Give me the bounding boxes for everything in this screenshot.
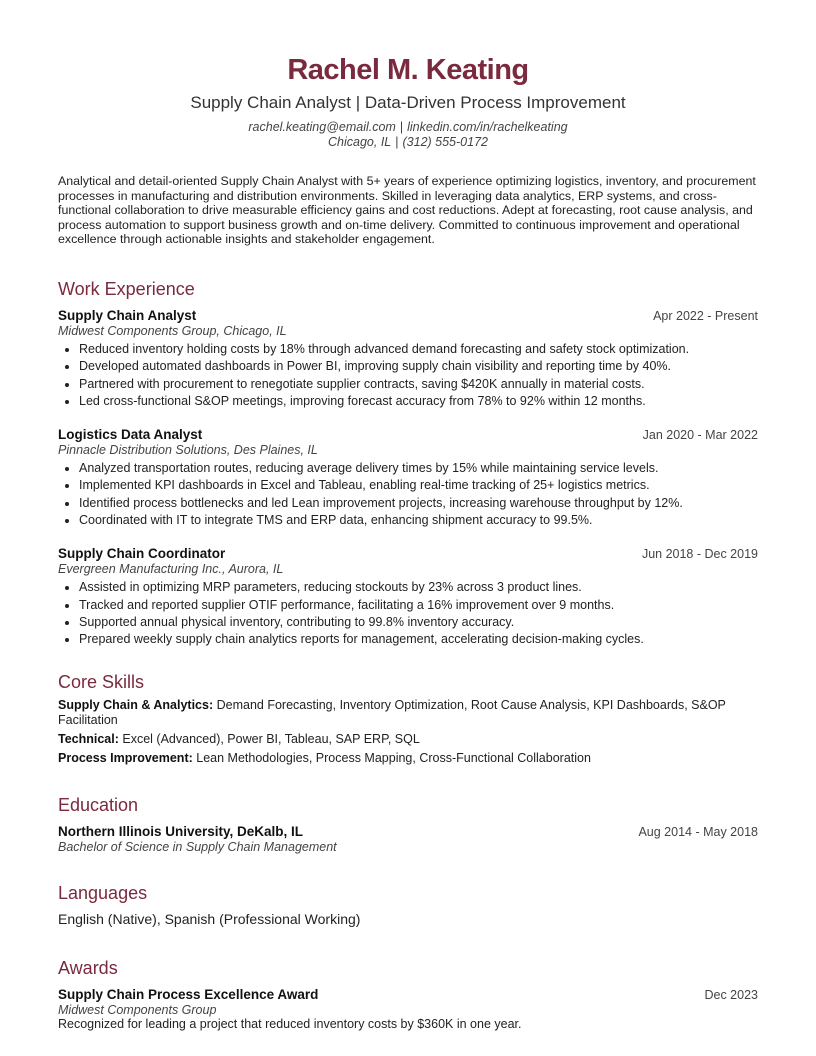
job-organization: Evergreen Manufacturing Inc., Aurora, IL <box>58 562 284 577</box>
skill-label: Process Improvement: <box>58 750 193 765</box>
contact-separator: | <box>399 120 404 134</box>
bullet-item: • Assisted in optimizing MRP parameters, reducing stockouts by 23% across 3 product lines. <box>79 579 758 596</box>
job-bullets <box>58 341 758 410</box>
job-dates: Jun 2018 - Dec 2019 <box>641 547 758 562</box>
bullet-item: • Implemented KPI dashboards in Excel and Tableau, enabling real-time tracking of 25+ logistics metrics. <box>79 477 758 494</box>
job-title: Logistics Data Analyst <box>58 427 203 443</box>
degree: Bachelor of Science in Supply Chain Management <box>58 839 337 854</box>
job-entry <box>58 546 758 648</box>
job-dates: Apr 2022 - Present <box>653 308 758 323</box>
award-entry <box>58 987 758 1031</box>
bullet-item: • Partnered with procurement to renegotiate supplier contracts, saving $420K annually in material costs. <box>79 376 758 393</box>
skill-row <box>58 698 758 728</box>
job-organization: Midwest Components Group, Chicago, IL <box>58 323 287 338</box>
award-title: Supply Chain Process Excellence Award <box>58 986 319 1002</box>
headline: Supply Chain Analyst | Data-Driven Process Improvement <box>190 93 626 112</box>
bullet-item: • Developed automated dashboards in Power BI, improving supply chain visibility and reporting time by 40%. <box>79 358 758 375</box>
candidate-name: Rachel M. Keating <box>287 54 529 86</box>
skills-list <box>58 698 758 766</box>
job-bullets <box>58 460 758 529</box>
skill-row <box>58 732 758 747</box>
job-organization: Pinnacle Distribution Solutions, Des Plaines, IL <box>58 443 318 458</box>
bullet-item: • Coordinated with IT to integrate TMS and ERP data, enhancing shipment accuracy to 99.5%. <box>79 512 758 529</box>
job-bullets <box>58 579 758 648</box>
linkedin-link[interactable]: linkedin.com/in/rachelkeating <box>407 120 568 134</box>
bullet-item: • Prepared weekly supply chain analytics reports for management, accelerating decision-making cycles. <box>79 631 758 648</box>
education-dates: Aug 2014 - May 2018 <box>638 824 758 839</box>
summary-paragraph: Analytical and detail-oriented Supply Chain Analyst with 5+ years of experience optimizing logistics, inventory, and procurement processes in manufacturing and distribution environments. Skilled in leveraging data analytics, ERP systems, and cross-functional collaboration to drive measurable efficiency gains and cost reductions. Adept at forecasting, root cause analysis, and process automation to support business growth and on-time delivery. Committed to continuous improvement and operational excellence through actionable insights and stakeholder engagement. <box>58 174 756 247</box>
skill-row <box>58 751 758 766</box>
contact-separator: | <box>395 135 399 149</box>
skill-label: Supply Chain & Analytics: <box>58 697 214 712</box>
section-title-awards: Awards <box>58 957 118 978</box>
skill-value: Lean Methodologies, Process Mapping, Cross-Functional Collaboration <box>196 750 591 765</box>
phone: (312) 555-0172 <box>402 135 488 149</box>
award-description: Recognized for leading a project that reduced inventory costs by $360K in one year. <box>58 1016 522 1031</box>
job-dates: Jan 2020 - Mar 2022 <box>642 428 758 443</box>
education-entry <box>58 824 758 855</box>
bullet-item: • Analyzed transportation routes, reducing average delivery times by 15% while maintaining service levels. <box>79 460 758 477</box>
award-organization: Midwest Components Group <box>58 1002 217 1017</box>
skill-value: Demand Forecasting, Inventory Optimization, Root Cause Analysis, KPI Dashboards, S&OP Facilitation <box>58 697 726 727</box>
section-title-languages: Languages <box>58 882 148 903</box>
school-name: Northern Illinois University, DeKalb, IL <box>58 823 304 839</box>
contact-line-1 <box>58 120 758 135</box>
job-title: Supply Chain Analyst <box>58 307 197 323</box>
section-title-education: Education <box>58 794 139 815</box>
job-title: Supply Chain Coordinator <box>58 546 226 562</box>
bullet-item: • Tracked and reported supplier OTIF performance, facilitating a 16% improvement over 9 months. <box>79 597 758 614</box>
section-title-skills: Core Skills <box>58 671 145 692</box>
award-date: Dec 2023 <box>704 987 758 1002</box>
bullet-item: • Reduced inventory holding costs by 18% through advanced demand forecasting and safety stock optimization. <box>79 341 758 358</box>
bullet-item: • Identified process bottlenecks and led Lean improvement projects, increasing warehouse throughput by 12%. <box>79 495 758 512</box>
job-entry <box>58 427 758 529</box>
skill-label: Technical: <box>58 731 119 746</box>
bullet-item: • Led cross-functional S&OP meetings, improving forecast accuracy from 78% to 92% within 12 months. <box>79 393 758 410</box>
contact-line-2 <box>58 135 758 150</box>
contact-block <box>58 120 758 150</box>
location: Chicago, IL <box>328 135 392 149</box>
languages-text: English (Native), Spanish (Professional Working) <box>58 910 361 927</box>
email-link[interactable]: rachel.keating@email.com <box>248 120 396 134</box>
skill-value: Excel (Advanced), Power BI, Tableau, SAP ERP, SQL <box>122 731 420 746</box>
section-title-experience: Work Experience <box>58 278 195 299</box>
bullet-item: • Supported annual physical inventory, contributing to 99.8% inventory accuracy. <box>79 614 758 631</box>
job-entry <box>58 308 758 410</box>
